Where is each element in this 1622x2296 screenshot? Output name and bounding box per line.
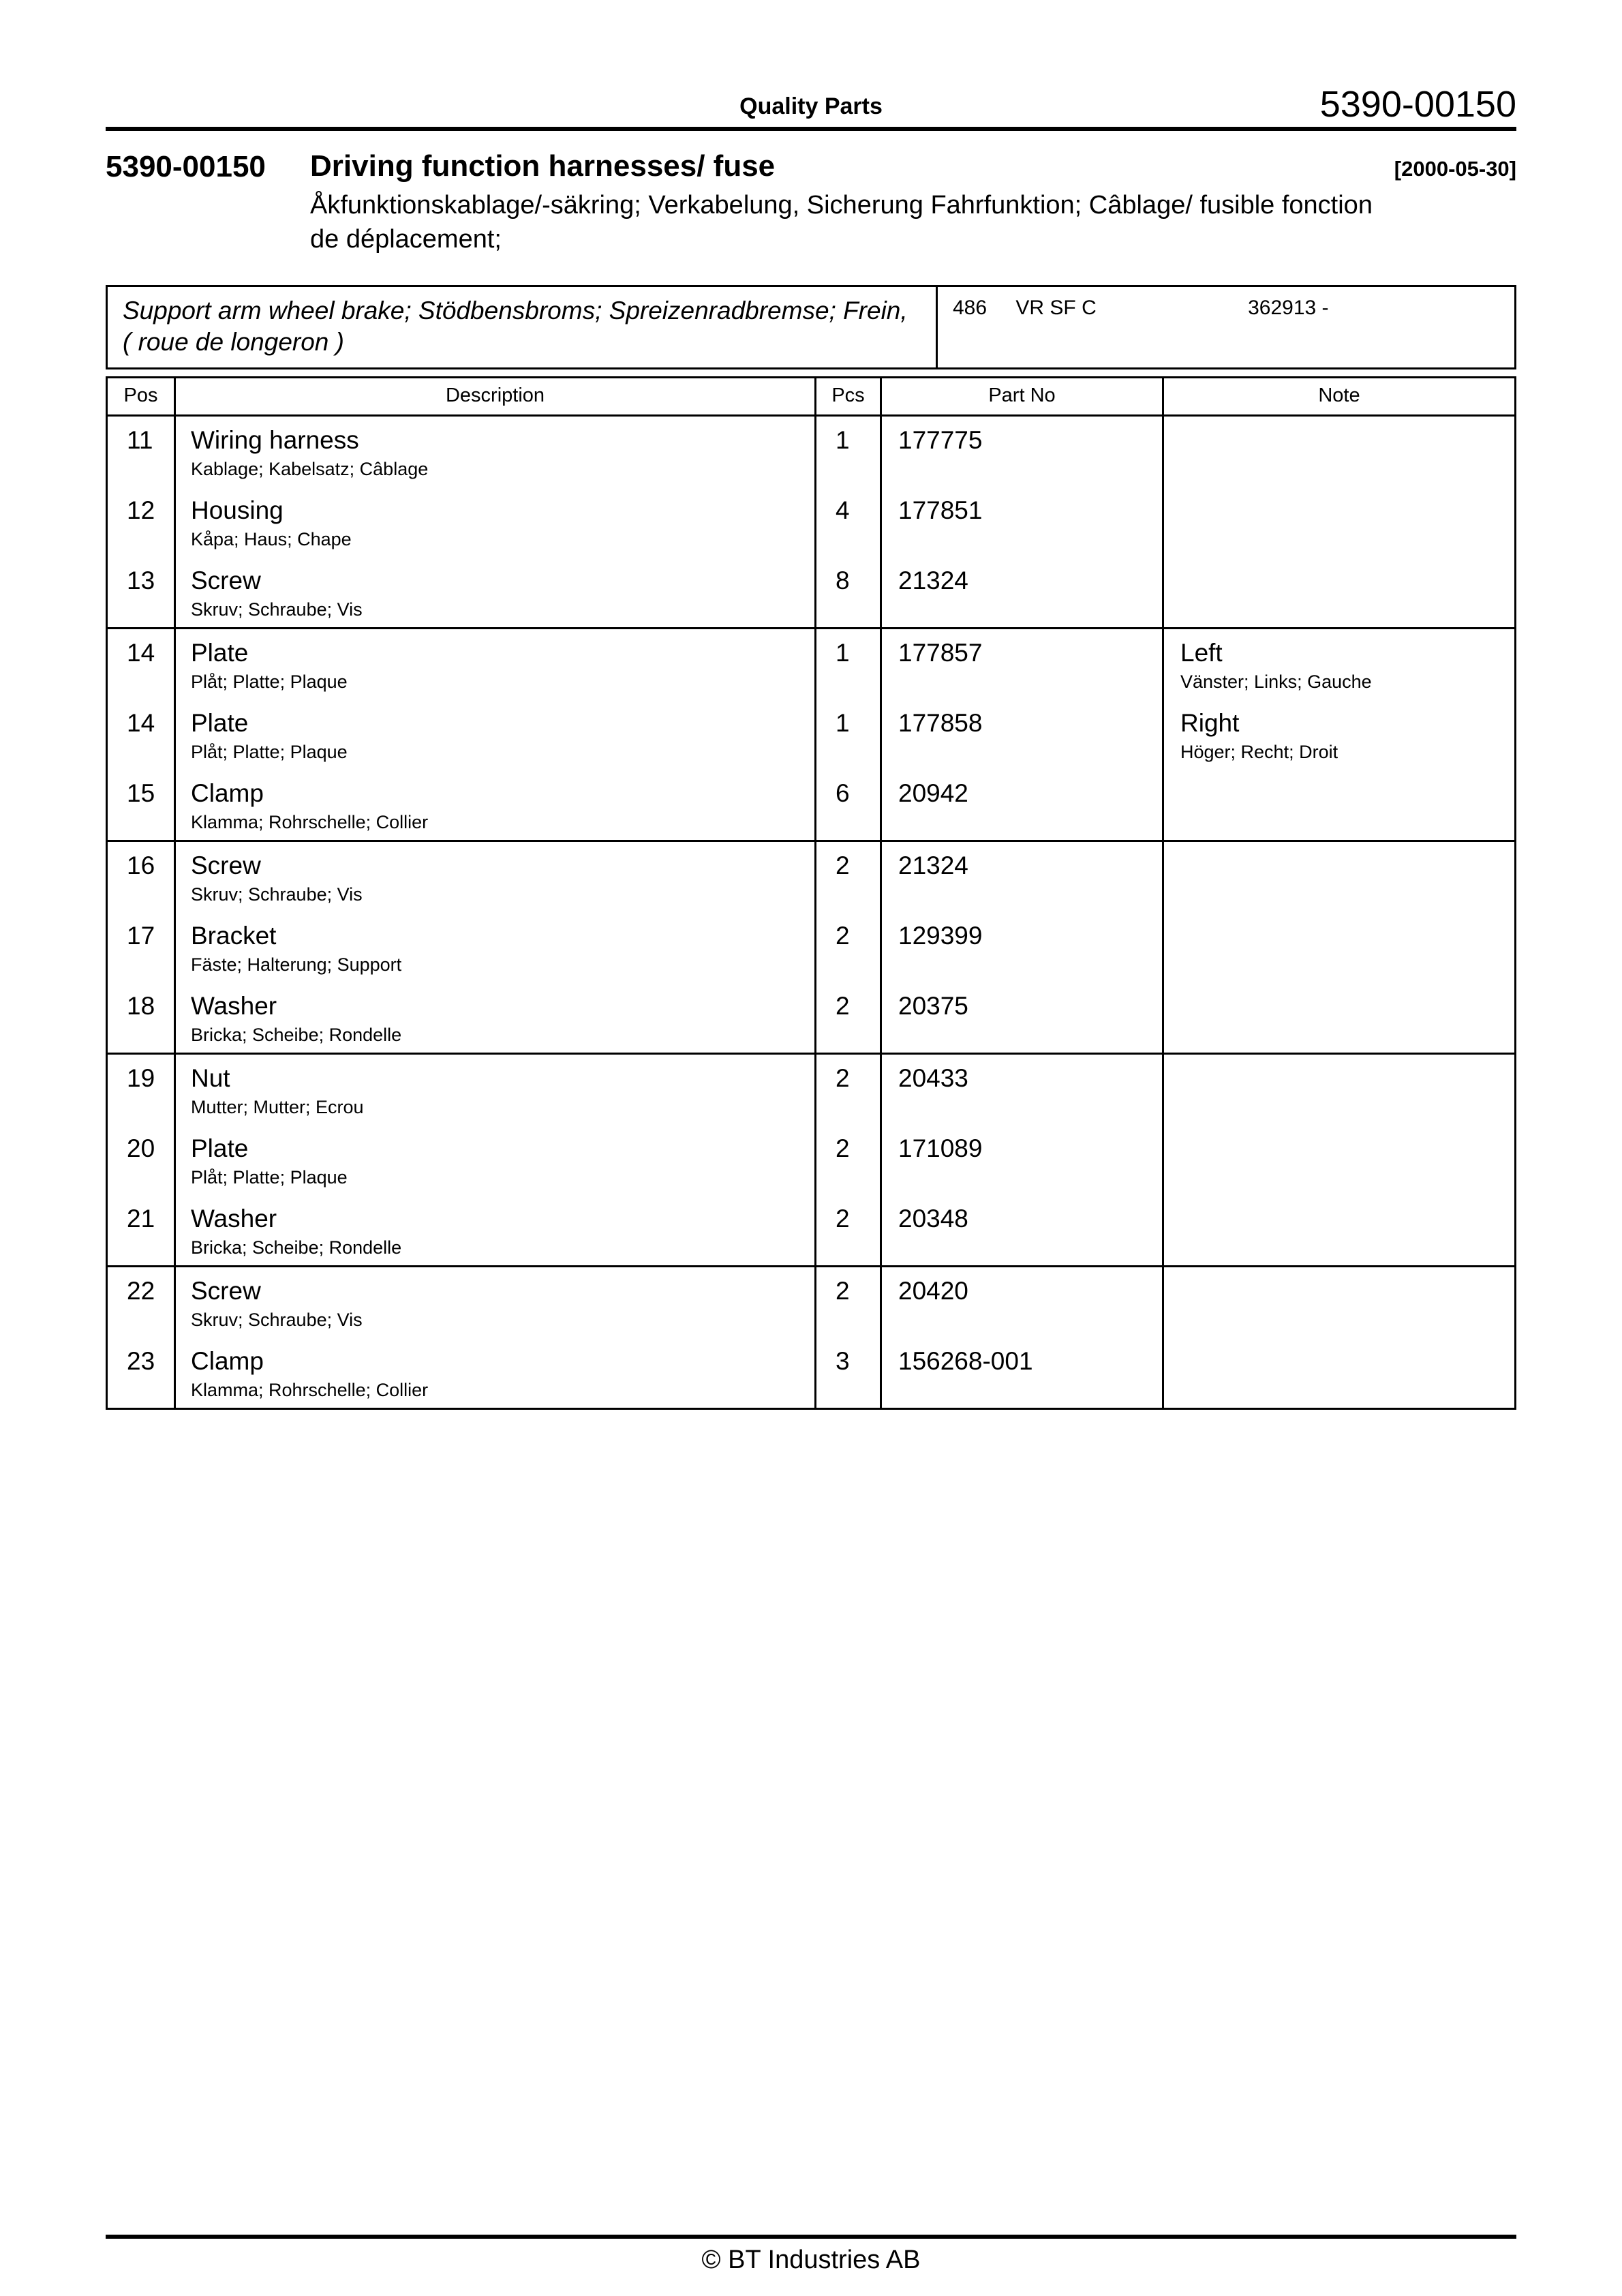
pos-value: 14 — [127, 639, 155, 667]
page-footer — [106, 2235, 1516, 2275]
description-cell — [175, 841, 816, 913]
description-text: Nut — [191, 1064, 230, 1092]
description-translations: Mutter; Mutter; Ecrou — [191, 1097, 364, 1117]
pcs-value: 2 — [816, 982, 881, 1054]
pos-value: 12 — [127, 496, 155, 524]
note-cell — [1163, 1338, 1516, 1409]
section-code: 486 — [953, 297, 988, 319]
part-no-value: 177851 — [881, 487, 1163, 557]
pos-value: 14 — [127, 709, 155, 737]
pcs-value: 2 — [816, 1267, 881, 1338]
description-cell — [175, 629, 816, 700]
description-cell — [175, 1054, 816, 1126]
table-row — [107, 912, 1516, 982]
part-no-value: 20420 — [881, 1267, 1163, 1338]
note-cell — [1163, 770, 1516, 841]
table-row — [107, 1125, 1516, 1195]
pos-value: 22 — [127, 1277, 155, 1305]
footer-rule — [106, 2235, 1516, 2239]
note-cell — [1163, 1195, 1516, 1267]
description-translations: Plåt; Platte; Plaque — [191, 671, 348, 692]
table-row — [107, 629, 1516, 700]
row-group — [107, 1054, 1516, 1267]
table-row — [107, 1054, 1516, 1126]
note-cell — [1163, 841, 1516, 913]
part-no-value: 177857 — [881, 629, 1163, 700]
pos-value: 21 — [127, 1205, 155, 1233]
part-no-value: 177775 — [881, 416, 1163, 487]
pcs-value: 6 — [816, 770, 881, 841]
part-no-value: 129399 — [881, 912, 1163, 982]
table-row — [107, 416, 1516, 487]
note-cell — [1163, 1267, 1516, 1338]
pos-value: 20 — [127, 1134, 155, 1162]
table-header — [107, 378, 1516, 416]
description-text: Washer — [191, 992, 277, 1020]
catalog-number: 5390-00150 — [106, 150, 266, 183]
column-header-pos: Pos — [107, 378, 175, 416]
part-no-value: 156268-001 — [881, 1338, 1163, 1409]
description-cell — [175, 770, 816, 841]
note-cell — [1163, 487, 1516, 557]
description-translations: Skruv; Schraube; Vis — [191, 599, 363, 620]
column-header-note: Note — [1163, 378, 1516, 416]
table-row — [107, 699, 1516, 770]
description-translations: Bricka; Scheibe; Rondelle — [191, 1237, 402, 1258]
pcs-value: 2 — [816, 912, 881, 982]
column-header-part-no: Part No — [881, 378, 1163, 416]
note-translations: Höger; Recht; Droit — [1180, 742, 1338, 762]
title-block — [106, 149, 1516, 256]
table-row — [107, 982, 1516, 1054]
description-cell — [175, 912, 816, 982]
description-translations: Plåt; Platte; Plaque — [191, 742, 348, 762]
pcs-value: 2 — [816, 1195, 881, 1267]
part-no-value: 20942 — [881, 770, 1163, 841]
section-serial-range: 362913 - — [1248, 297, 1329, 319]
table-row — [107, 1338, 1516, 1409]
table-row — [107, 1195, 1516, 1267]
table-row — [107, 557, 1516, 629]
pos-value: 11 — [127, 426, 153, 454]
table-row — [107, 1267, 1516, 1338]
section-meta — [938, 287, 1514, 367]
part-no-value: 20433 — [881, 1054, 1163, 1126]
note-cell — [1163, 1125, 1516, 1195]
note-translations: Vänster; Links; Gauche — [1180, 671, 1372, 692]
description-cell — [175, 1338, 816, 1409]
note-cell — [1163, 982, 1516, 1054]
pos-value: 13 — [127, 567, 155, 594]
description-translations: Kåpa; Haus; Chape — [191, 529, 352, 549]
description-translations: Klamma; Rohrschelle; Collier — [191, 1380, 429, 1400]
pcs-value: 8 — [816, 557, 881, 629]
parts-section — [106, 285, 1516, 1410]
description-translations: Kablage; Kabelsatz; Câblage — [191, 459, 429, 479]
column-header-description: Description — [175, 378, 816, 416]
section-header-box — [106, 285, 1516, 369]
page-content — [106, 0, 1516, 1410]
description-text: Screw — [191, 567, 261, 594]
pos-value: 17 — [127, 922, 155, 950]
table-row — [107, 770, 1516, 841]
description-translations: Klamma; Rohrschelle; Collier — [191, 812, 429, 832]
description-text: Plate — [191, 1134, 249, 1162]
part-no-value: 21324 — [881, 557, 1163, 629]
description-translations: Skruv; Schraube; Vis — [191, 1310, 363, 1330]
row-group — [107, 416, 1516, 629]
description-text: Clamp — [191, 1347, 264, 1375]
table-row — [107, 841, 1516, 913]
description-cell — [175, 1267, 816, 1338]
note-cell — [1163, 557, 1516, 629]
description-text: Screw — [191, 1277, 261, 1305]
pcs-value: 4 — [816, 487, 881, 557]
part-no-value: 177858 — [881, 699, 1163, 770]
pcs-value: 3 — [816, 1338, 881, 1409]
part-no-value: 171089 — [881, 1125, 1163, 1195]
description-text: Plate — [191, 709, 249, 737]
copyright-text: © BT Industries AB — [701, 2246, 921, 2274]
pos-value: 19 — [127, 1064, 155, 1092]
pcs-value: 1 — [816, 699, 881, 770]
title-main — [310, 149, 1394, 256]
header-doc-number: 5390-00150 — [1319, 84, 1516, 125]
description-translations: Plåt; Platte; Plaque — [191, 1167, 348, 1188]
pos-value: 15 — [127, 779, 155, 807]
description-cell — [175, 982, 816, 1054]
pcs-value: 1 — [816, 629, 881, 700]
description-cell — [175, 1195, 816, 1267]
part-no-value: 20375 — [881, 982, 1163, 1054]
description-cell — [175, 699, 816, 770]
row-group — [107, 1267, 1516, 1409]
section-description: Support arm wheel brake; Stödbensbroms; Spreizenradbremse; Frein, ( roue de longeron ) — [108, 287, 938, 367]
note-cell — [1163, 416, 1516, 487]
pcs-value: 1 — [816, 416, 881, 487]
pcs-value: 2 — [816, 1125, 881, 1195]
description-text: Plate — [191, 639, 249, 667]
note-cell — [1163, 912, 1516, 982]
row-group — [107, 629, 1516, 841]
note-text: Left — [1180, 639, 1223, 667]
table-header-row — [107, 378, 1516, 416]
part-no-value: 21324 — [881, 841, 1163, 913]
page-title: Driving function harnesses/ fuse — [310, 149, 776, 183]
brand-title: Quality Parts — [739, 93, 883, 119]
description-cell — [175, 416, 816, 487]
description-translations: Bricka; Scheibe; Rondelle — [191, 1025, 402, 1045]
description-text: Clamp — [191, 779, 264, 807]
column-header-pcs: Pcs — [816, 378, 881, 416]
parts-table — [106, 376, 1516, 1410]
description-cell — [175, 487, 816, 557]
table-row — [107, 487, 1516, 557]
description-text: Washer — [191, 1205, 277, 1233]
description-text: Wiring harness — [191, 426, 359, 454]
note-text: Right — [1180, 709, 1240, 737]
page-subtitle: Åkfunktionskablage/-säkring; Verkabelung, Sicherung Fahrfunktion; Câblage/ fusible fonction de déplacement; — [310, 191, 1373, 254]
note-cell — [1163, 629, 1516, 700]
section-variant: VR SF C — [1015, 297, 1097, 319]
description-text: Bracket — [191, 922, 277, 950]
pos-value: 16 — [127, 851, 155, 879]
note-cell — [1163, 1054, 1516, 1126]
row-group — [107, 841, 1516, 1054]
page-header — [106, 0, 1516, 127]
revision-date: [2000-05-30] — [1394, 157, 1516, 181]
description-text: Housing — [191, 496, 284, 524]
note-cell — [1163, 699, 1516, 770]
description-text: Screw — [191, 851, 261, 879]
pcs-value: 2 — [816, 1054, 881, 1126]
pos-value: 18 — [127, 992, 155, 1020]
description-cell — [175, 1125, 816, 1195]
description-cell — [175, 557, 816, 629]
description-translations: Skruv; Schraube; Vis — [191, 884, 363, 905]
pcs-value: 2 — [816, 841, 881, 913]
part-no-value: 20348 — [881, 1195, 1163, 1267]
description-translations: Fäste; Halterung; Support — [191, 954, 402, 975]
pos-value: 23 — [127, 1347, 155, 1375]
header-rule — [106, 127, 1516, 131]
